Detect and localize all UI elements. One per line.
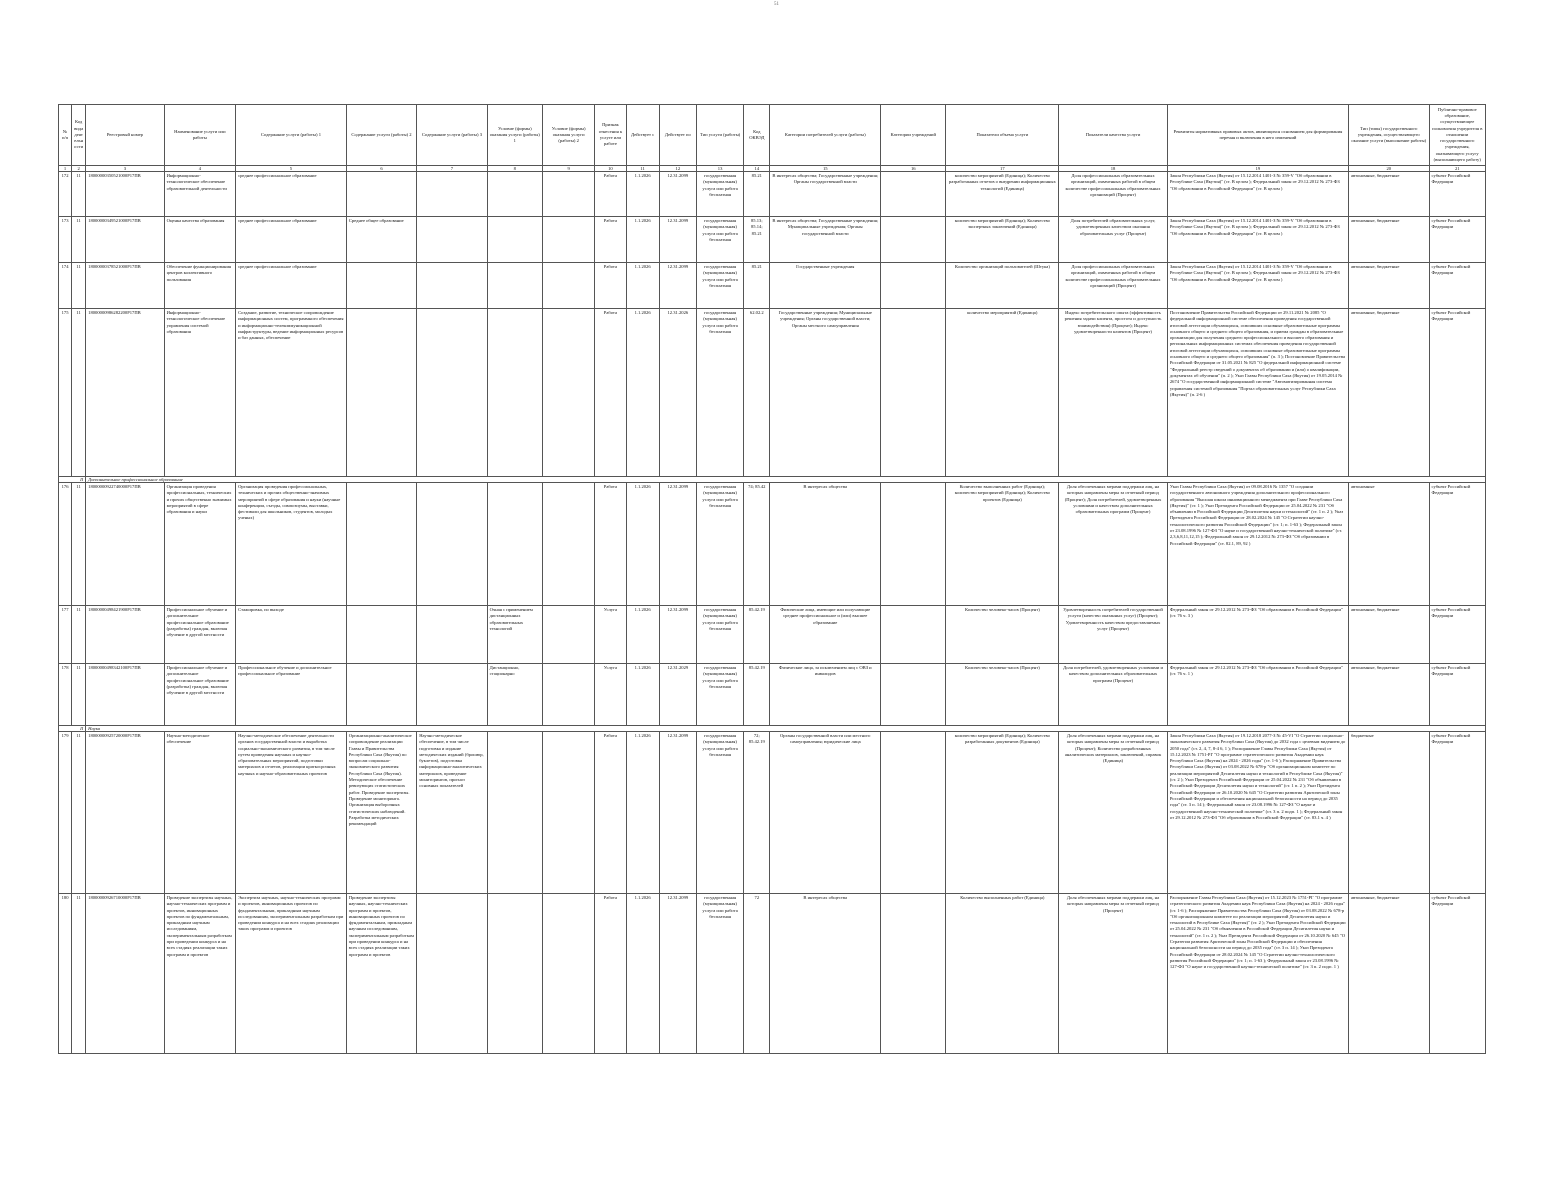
cell-c2 xyxy=(346,483,416,606)
cell-inst xyxy=(881,606,946,664)
cell-acts: Федеральный закон от 29.12.2012 № 273-ФЗ "Об образовании в Российской Федерации" (ст. 76 ч. 3 ) xyxy=(1167,606,1348,664)
cell-c2: Организационно-аналитическое сопровождение реализации Главы и Правительства Республики Саха (Якутия) по вопросам социально-экономического развития Республики Саха (Якутия). Методическое обеспечение ревизующих статистических работ. Проведение экспертизы. Проведение мониторинга. Организация выборочных статистических наблюдений. Разработка методических рекомендаций xyxy=(346,732,416,894)
cell-reg: 18000000925720000Р17ПВ xyxy=(86,732,164,894)
cell-to: 12.31.2099 xyxy=(659,172,696,217)
cell-itype: автономные, бюджетные xyxy=(1349,606,1430,664)
page-number: 51 xyxy=(774,2,779,7)
cell-okved: 85.21 xyxy=(744,172,770,217)
cell-name: Профессиональное обучение и дополнительное профессиональное образование (разработка) граждан, включая обучение в другой местности xyxy=(164,606,235,664)
column-number: 19 xyxy=(1167,166,1348,172)
cell-c3: Научно-методическое обеспечение, в том числе подготовка и издание методических изданий (брошюр, буклетов), подготовка информационно-аналитических материалов, проведение мониторингов, прогноз основных показателей xyxy=(417,732,487,894)
cell-acts: Закон Республики Саха (Якутия) от 19.12.2018 2077-З № 45-VI "О Стратегии социально-экономического развития Республики Саха (Якутия) до 2032 года с целевым видением до 2050 года" (ст. 2, 4, 7, 8-4 6, 1 ); Распоряжение Главы Республики Саха (Якутия) от 15.12.2023 № 1751-РГ "О программе стратегического развития Академии наук Республики Саха (Якутия) на 2024 - 2026 годы" (ст. 1-6 ); Распоряжение Правительства Республики Саха (Якутия) от 03.08.2022 № 678-р "Об организационном комитете по реализации мероприятий Десятилетия науки и технологий в Республике Саха (Якутия)" (ст. 2 ); Указ Президента Российской Федерации от 25.04.2022 № 231 "Об объявлении в Российской Федерации Десятилетия науки и технологий" (ст. 1 п. 2 ); Указ Президента Российской Федерации от 26.10.2020 № 645 "О Стратегии развития Арктической зоны Российской Федерации и обеспечения национальной безопасности на период до 2035 года" (ст. 3 п. 14 ); Федеральный закон от 23.08.1996 № 127-ФЗ "О науке и государственной научно-технической политике" (ст. 3 п. 2 подп. 1 ); Федеральный закон от 29.12.2012 № 273-ФЗ "Об образовании в Российской Федерации" (ст. 83.1 ч. 4 ) xyxy=(1167,732,1348,894)
cell-itype: автономные xyxy=(1349,483,1430,606)
cell-num: 175 xyxy=(59,309,72,477)
table-row xyxy=(59,894,1486,1054)
cell-c2 xyxy=(346,309,416,477)
cell-volume: количество мероприятий (Единица) xyxy=(946,309,1059,477)
cell-c2 xyxy=(346,172,416,217)
cell-acts: Федеральный закон от 29.12.2012 № 273-ФЗ "Об образовании в Российской Федерации" (ст. 76 ч. 1 ) xyxy=(1167,664,1348,726)
cell-type: государственная (муниципальная) услуга или работа бесплатная xyxy=(696,263,743,309)
cell-consumers: В интересах общества xyxy=(770,894,881,1054)
cell-name: Организация проведения профессиональных, технических и прочих общественно значимых мероприятий в сфере образования и науки xyxy=(164,483,235,606)
cell-reg: 18000000498342100Р17ПВ xyxy=(86,664,164,726)
cell-itype: автономные, бюджетные xyxy=(1349,172,1430,217)
cell-f1 xyxy=(487,894,542,1054)
cell-f2 xyxy=(542,263,594,309)
column-number: 4 xyxy=(164,166,235,172)
cell-c2: Среднее общее образование xyxy=(346,217,416,263)
col-header: Тип услуги (работы) xyxy=(696,105,743,166)
cell-reg: 18000000378521000Р17ПВ xyxy=(86,263,164,309)
column-number: 14 xyxy=(744,166,770,172)
cell-f2 xyxy=(542,732,594,894)
cell-c1: Научно-методическое обеспечение деятельности органов государственной власти и выработка социально-экономического развития, в том числе путем проведения научных и научно-образовательных мероприятий, подготовки материалов и отчетов, реализации краткосрочных научных и научно-образовательных проектов xyxy=(236,732,347,894)
cell-num: 180 xyxy=(59,894,72,1054)
cell-to: 12.31.2099 xyxy=(659,606,696,664)
col-header: Условие (формы) оказания услуги (работы) 1 xyxy=(487,105,542,166)
cell-acts: Закон Республики Саха (Якутия) от 15.12.2014 1401-З № 359-V "Об образовании в Республике Саха (Якутия)" (ст. В целом ); Федеральный закон от 29.12.2012 № 273-ФЗ "Об образовании в Российской Федерации" (ст. В целом ) xyxy=(1167,263,1348,309)
column-number: 16 xyxy=(881,166,946,172)
col-header: Код ОКВЭД xyxy=(744,105,770,166)
cell-f2 xyxy=(542,483,594,606)
cell-acts: Указ Главы Республики Саха (Якутия) от 09.08.2016 № 1357 "О создании государственного автономного учреждения дополнительного профессионального образования "Высшая школа инновационного менеджмента при Главе Республики Саха (Якутия)" (ст. 1 ); Указ Президента Российской Федерации от 25.04.2022 № 231 "Об объявлении в Российской Федерации Десятилетия науки и технологий" (ст. 1 п. 2 ); Указ Президента Российской Федерации от 28.02.2024 № 145 "О Стратегии научно-технологического развития Российской Федерации" (ст. 1; п. 1-63 ); Федеральный закон от 23.08.1996 № 127-ФЗ "О науке и государственной научно-технической политике" (ст. 2,3,6,8,11,12,15 ); Федеральный закон от 29.12.2012 № 273-ФЗ "Об образовании в Российской Федерации" (ст. 82.1, 89, 92 ) xyxy=(1167,483,1348,606)
cell-f1 xyxy=(487,263,542,309)
cell-inst xyxy=(881,309,946,477)
table-row xyxy=(59,263,1486,309)
cell-consumers: В интересах общества; Государственные учреждения; Органы государственной власти xyxy=(770,172,881,217)
cell-quality: Доля профессиональных образовательных организаций, охваченных работой в общем количестве профессиональных образовательных организаций (Процент) xyxy=(1059,263,1168,309)
cell-volume: Количество выполненных работ (Единица); количество мероприятий (Единица); Количество проектов (Единица) xyxy=(946,483,1059,606)
cell-volume: Количество человеко-часов (Процент) xyxy=(946,664,1059,726)
column-number: 9 xyxy=(542,166,594,172)
table-row xyxy=(59,606,1486,664)
cell-num: 173 xyxy=(59,217,72,263)
cell-from: 1.1.2026 xyxy=(626,172,659,217)
cell-itype: бюджетные xyxy=(1349,732,1430,894)
cell-num: 172 xyxy=(59,172,72,217)
col-header: Публично-правовое образование, осуществляющее полномочия учредителя в отношении государственного учреждения, оказывающего услугу (выполняющего работу) xyxy=(1429,105,1486,166)
cell-quality: Удовлетворенность потребителей государственной услуги (качество оказанных услуг) (Процент); Удовлетворенность качеством предоставляемых услуг (Процент) xyxy=(1059,606,1168,664)
cell-c1: среднее профессиональное образование xyxy=(236,172,347,217)
cell-from: 1.1.2026 xyxy=(626,894,659,1054)
cell-c1: Профессиональное обучение и дополнительное профессиональное образование xyxy=(236,664,347,726)
col-header: Наименование услуги или работы xyxy=(164,105,235,166)
table-row xyxy=(59,732,1486,894)
cell-type: государственная (муниципальная) услуга или работа бесплатная xyxy=(696,309,743,477)
cell-type: государственная (муниципальная) услуга или работа бесплатная xyxy=(696,894,743,1054)
cell-volume: количество мероприятий (Единица); Количество экспертных заключений (Единица) xyxy=(946,217,1059,263)
cell-from: 1.1.2026 xyxy=(626,217,659,263)
cell-sign: Услуга xyxy=(595,606,626,664)
cell-okved: 85.42.19 xyxy=(744,606,770,664)
cell-c3 xyxy=(417,894,487,1054)
column-number: 12 xyxy=(659,166,696,172)
cell-from: 1.1.2026 xyxy=(626,664,659,726)
cell-owner: субъект Российской Федерации xyxy=(1429,309,1486,477)
cell-owner: субъект Российской Федерации xyxy=(1429,664,1486,726)
cell-from: 1.1.2026 xyxy=(626,263,659,309)
cell-okved: 72 xyxy=(744,894,770,1054)
col-header: Показатели объема услуги xyxy=(946,105,1059,166)
cell-c3 xyxy=(417,606,487,664)
cell-c3 xyxy=(417,483,487,606)
cell-c1: среднее профессиональное образование xyxy=(236,263,347,309)
cell-okved: 85.13; 85.14; 85.21 xyxy=(744,217,770,263)
col-header: Содержание услуги (работы) 1 xyxy=(236,105,347,166)
cell-sign: Работа xyxy=(595,732,626,894)
col-header: Содержание услуги (работы) 3 xyxy=(417,105,487,166)
cell-acts: Постановление Правительства Российской Федерации от 29.11.2021 № 2085 "О федеральной информационной системе обеспечения проведения государственной итоговой аттестации обучающихся, освоивших основные образовательные программы основного общего и среднего общего образования, и приема граждан в образовательные организации для получения среднего профессионального и высшего образования и региональных информационных системах обеспечения проведения государственной итоговой аттестации обучающихся, освоивших основные образовательные программы основного общего и среднего общего образования" (п. 3 ); Постановление Правительства Российской Федерации от 31.05.2021 № 825 "О федеральной информационной системе "Федеральный реестр сведений о документах об образовании и (или) о квалификации, документах об обучении" (п. 2 ); Указ Главы Республики Саха (Якутия) от 19.05.2014 № 2674 "О государственной информационной системе "Автоматизированная система управления системой образования "Портал образовательных услуг Республики Саха (Якутия)" (п. 2-6 ) xyxy=(1167,309,1348,477)
cell-consumers: В интересах общества xyxy=(770,483,881,606)
cell-consumers: Государственные учреждения; Муниципальные учреждения; Органы государственной власти; Органы местного самоуправления xyxy=(770,309,881,477)
cell-okved: 85.42.19 xyxy=(744,664,770,726)
column-number: 8 xyxy=(487,166,542,172)
cell-c2 xyxy=(346,664,416,726)
section-code: II xyxy=(59,477,86,483)
cell-kind: 11 xyxy=(72,309,86,477)
cell-to: 12.31.2099 xyxy=(659,263,696,309)
col-header: Показатели качества услуги xyxy=(1059,105,1168,166)
cell-c2 xyxy=(346,606,416,664)
column-number: 3 xyxy=(86,166,164,172)
table-row xyxy=(59,309,1486,477)
cell-kind: 11 xyxy=(72,732,86,894)
cell-sign: Услуга xyxy=(595,664,626,726)
cell-okved: 74; 85.42 xyxy=(744,483,770,606)
cell-quality: Доля обеспеченных мерами поддержки лиц, на которых направлены меры за отчетный период (Процент); Количество разработанных аналитических материалов, заключений, справок (Единица) xyxy=(1059,732,1168,894)
cell-c3 xyxy=(417,664,487,726)
column-number: 1 xyxy=(59,166,72,172)
column-number: 11 xyxy=(626,166,659,172)
cell-kind: 11 xyxy=(72,606,86,664)
cell-quality: Доля обеспеченных мерами поддержки лиц, на которых направлены меры за отчетный период (Процент) xyxy=(1059,894,1168,1054)
cell-inst xyxy=(881,483,946,606)
cell-c2: Проведение экспертизы научных, научно-технических программ и проектов, инновационных проектов по фундаментальным, прикладным научным исследованиям, экспериментальным разработкам при проведении конкурса и на всех стадиях реализации таких программ и проектов xyxy=(346,894,416,1054)
col-header: Тип (типы) государственного учреждения, осуществляющего оказание услуги (выполнение работы) xyxy=(1349,105,1430,166)
cell-c2 xyxy=(346,263,416,309)
cell-type: государственная (муниципальная) услуга или работа бесплатная xyxy=(696,664,743,726)
cell-consumers: Государственные учреждения xyxy=(770,263,881,309)
cell-to: 12.31.2099 xyxy=(659,732,696,894)
cell-sign: Работа xyxy=(595,309,626,477)
column-number: 13 xyxy=(696,166,743,172)
cell-f1: Дистанционно, стационарно xyxy=(487,664,542,726)
col-header: № п/п xyxy=(59,105,72,166)
table-body xyxy=(59,172,1486,1054)
cell-volume: количество мероприятий (Единица); Количество разработанных документов (Единица) xyxy=(946,732,1059,894)
cell-c1: Организация проведения профессиональных, технических и прочих общественно-значимых мероприятий в сфере образования и науки (научные конференции, съезды, симпозиумы, выставки, фестивали для школьников, студентов, молодых ученых) xyxy=(236,483,347,606)
cell-num: 176 xyxy=(59,483,72,606)
cell-volume: Количество выполненных работ (Единица) xyxy=(946,894,1059,1054)
cell-sign: Работа xyxy=(595,263,626,309)
cell-volume: Количество человеко-часов (Процент) xyxy=(946,606,1059,664)
cell-name: Информационно-технологическое обеспечение образовательной деятельности xyxy=(164,172,235,217)
cell-reg: 18000000926710000Р17ПВ xyxy=(86,894,164,1054)
column-number: 6 xyxy=(346,166,416,172)
cell-num: 179 xyxy=(59,732,72,894)
cell-name: Научно-методическое обеспечение xyxy=(164,732,235,894)
cell-owner: субъект Российской Федерации xyxy=(1429,263,1486,309)
section-title: Дополнительное профессиональное образование xyxy=(86,477,1486,483)
cell-f1 xyxy=(487,172,542,217)
cell-f2 xyxy=(542,894,594,1054)
cell-num: 177 xyxy=(59,606,72,664)
col-header: Действует по xyxy=(659,105,696,166)
column-number: 2 xyxy=(72,166,86,172)
col-header: Код вида деятельности xyxy=(72,105,86,166)
column-number: 5 xyxy=(236,166,347,172)
cell-itype: автономные, бюджетные xyxy=(1349,894,1430,1054)
cell-owner: субъект Российской Федерации xyxy=(1429,172,1486,217)
col-header: Условие (формы) оказания услуги (работы) 2 xyxy=(542,105,594,166)
cell-name: Обеспечение функционирования центров коллективного пользования xyxy=(164,263,235,309)
cell-inst xyxy=(881,664,946,726)
cell-consumers: Физические лица, за исключением лиц с ОВЗ и инвалидов xyxy=(770,664,881,726)
cell-from: 1.1.2026 xyxy=(626,606,659,664)
cell-f2 xyxy=(542,606,594,664)
cell-f1 xyxy=(487,217,542,263)
cell-to: 12.31.2099 xyxy=(659,894,696,1054)
cell-name: Информационно-технологическое обеспечение управления системой образования xyxy=(164,309,235,477)
cell-reg: 18000000922740000Р17ПВ xyxy=(86,483,164,606)
cell-quality: Доля потребителей, удовлетворенных условиями и качеством дополнительных образовательных программ (Процент) xyxy=(1059,664,1168,726)
cell-from: 1.1.2026 xyxy=(626,732,659,894)
cell-c1: Экспертиза научных, научно-технических программ и проектов, инновационных проектов по фундаментальным, прикладным научным исследованиям, экспериментальным разработкам при проведении конкурса и на всех стадиях реализации таких программ и проектов xyxy=(236,894,347,1054)
cell-acts: Закон Республики Саха (Якутия) от 15.12.2014 1401-З № 359-V "Об образовании в Республике Саха (Якутия)" (ст. В целом ); Федеральный закон от 29.12.2012 № 273-ФЗ "Об образовании в Российской Федерации" (ст. В целом ) xyxy=(1167,217,1348,263)
cell-sign: Работа xyxy=(595,894,626,1054)
cell-consumers: Физические лица, имеющие или получающие среднее профессиональное и (или) высшее образование xyxy=(770,606,881,664)
cell-to: 12.31.2099 xyxy=(659,217,696,263)
column-number: 10 xyxy=(595,166,626,172)
cell-quality: Доля обеспеченных мерами поддержки лиц, на которых направлены меры за отчетный период (Процент); Доля потребителей, удовлетворенных условиями и качеством дополнительных образовательных программ (Процент) xyxy=(1059,483,1168,606)
table-row xyxy=(59,172,1486,217)
cell-volume: количество мероприятий (Единица); Количество разработанных отчетов о внедрении информационных технологий (Единица) xyxy=(946,172,1059,217)
cell-kind: 11 xyxy=(72,894,86,1054)
cell-sign: Работа xyxy=(595,217,626,263)
table-row xyxy=(59,217,1486,263)
cell-f1: Очная с применением дистанционных образовательных технологий xyxy=(487,606,542,664)
cell-owner: субъект Российской Федерации xyxy=(1429,483,1486,606)
cell-reg: 18000000498421900Р17ПВ xyxy=(86,606,164,664)
cell-owner: субъект Российской Федерации xyxy=(1429,894,1486,1054)
cell-type: государственная (муниципальная) услуга или работа бесплатная xyxy=(696,732,743,894)
header-row xyxy=(59,105,1486,166)
cell-owner: субъект Российской Федерации xyxy=(1429,732,1486,894)
cell-f1 xyxy=(487,309,542,477)
table-row xyxy=(59,664,1486,726)
cell-quality: Доля профессиональных образовательных организаций, охваченных работой в общем количестве профессиональных образовательных организаций (Процент) xyxy=(1059,172,1168,217)
cell-okved: 85.21 xyxy=(744,263,770,309)
column-number: 7 xyxy=(417,166,487,172)
cell-c3 xyxy=(417,263,487,309)
column-number: 18 xyxy=(1059,166,1168,172)
cell-okved: 62.02.2 xyxy=(744,309,770,477)
cell-kind: 11 xyxy=(72,217,86,263)
column-number: 15 xyxy=(770,166,881,172)
cell-from: 1.1.2026 xyxy=(626,483,659,606)
cell-itype: автономные, бюджетные xyxy=(1349,664,1430,726)
column-number: 20 xyxy=(1349,166,1430,172)
cell-owner: субъект Российской Федерации xyxy=(1429,217,1486,263)
col-header: Реестровый номер xyxy=(86,105,164,166)
cell-kind: 11 xyxy=(72,263,86,309)
cell-itype: автономные, бюджетные xyxy=(1349,263,1430,309)
col-header: Категории учреждений xyxy=(881,105,946,166)
services-registry-table xyxy=(58,104,1486,1054)
cell-to: 12.31.2099 xyxy=(659,483,696,606)
cell-f1 xyxy=(487,483,542,606)
column-number: 21 xyxy=(1429,166,1486,172)
cell-f1 xyxy=(487,732,542,894)
cell-volume: Количество организаций пользователей (Штука) xyxy=(946,263,1059,309)
cell-itype: автономные, бюджетные xyxy=(1349,309,1430,477)
col-header: Категории потребителей услуги (работы) xyxy=(770,105,881,166)
cell-inst xyxy=(881,217,946,263)
cell-c3 xyxy=(417,217,487,263)
cell-c3 xyxy=(417,309,487,477)
cell-sign: Работа xyxy=(595,172,626,217)
cell-reg: 18000000986282200Р17ПВ xyxy=(86,309,164,477)
cell-consumers: В интересах общества; Государственные учреждения; Муниципальные учреждения; Органы государственной власти xyxy=(770,217,881,263)
cell-f2 xyxy=(542,309,594,477)
cell-type: государственная (муниципальная) услуга или работа бесплатная xyxy=(696,217,743,263)
cell-c1: среднее профессиональное образование xyxy=(236,217,347,263)
cell-okved: 72; 85.42.19 xyxy=(744,732,770,894)
cell-c1: Стажировка, по выходе xyxy=(236,606,347,664)
cell-inst xyxy=(881,263,946,309)
cell-num: 174 xyxy=(59,263,72,309)
cell-inst xyxy=(881,894,946,1054)
section-code: II xyxy=(59,726,86,732)
cell-sign: Работа xyxy=(595,483,626,606)
cell-from: 1.1.2026 xyxy=(626,309,659,477)
cell-kind: 11 xyxy=(72,483,86,606)
section-title: Наука xyxy=(86,726,1486,732)
col-header: Реквизиты нормативных правовых актов, являющихся основанием для формирования перечня и включения в него изменений xyxy=(1167,105,1348,166)
cell-name: Профессиональное обучение и дополнительное профессиональное образование (разработка) граждан, включая обучение в другой местности xyxy=(164,664,235,726)
cell-f2 xyxy=(542,217,594,263)
cell-f2 xyxy=(542,664,594,726)
cell-type: государственная (муниципальная) услуга или работа бесплатная xyxy=(696,606,743,664)
cell-f2 xyxy=(542,172,594,217)
cell-quality: Индекс потребительского опыта (эффективность решения задачи клиента, простота и доступность взаимодействия) (Процент); Индекс удовлетворенности клиентов (Процент) xyxy=(1059,309,1168,477)
cell-consumers: Органы государственной власти или местного самоуправления; юридические лица xyxy=(770,732,881,894)
cell-inst xyxy=(881,732,946,894)
cell-name: Проведение экспертизы научных, научно-технических программ и проектов, инновационных проектов по фундаментальным, прикладным научным исследованиям, экспериментальным разработкам при проведении конкурса и на всех стадиях реализации таких программ и проектов xyxy=(164,894,235,1054)
cell-type: государственная (муниципальная) услуга или работа бесплатная xyxy=(696,172,743,217)
cell-name: Оценка качества образования xyxy=(164,217,235,263)
cell-c1: Создание, развитие, техническое сопровождение информационных систем, программного обеспечения и информационно-телекоммуникационной инфраструктуры, ведение информационных ресурсов и баз данных, обеспечение xyxy=(236,309,347,477)
cell-type: государственная (муниципальная) услуга или работа бесплатная xyxy=(696,483,743,606)
cell-kind: 11 xyxy=(72,664,86,726)
cell-num: 178 xyxy=(59,664,72,726)
cell-quality: Доля потребителей образовательных услуг, удовлетворенных качеством оказания образовательных услуг (Процент) xyxy=(1059,217,1168,263)
cell-itype: автономные, бюджетные xyxy=(1349,217,1430,263)
cell-acts: Закон Республики Саха (Якутия) от 15.12.2014 1401-З № 359-V "Об образовании в Республике Саха (Якутия)" (ст. В целом ); Федеральный закон от 29.12.2012 № 273-ФЗ "Об образовании в Российской Федерации" (ст. В целом ) xyxy=(1167,172,1348,217)
cell-reg: 18000000350521000Р17ПВ xyxy=(86,172,164,217)
col-header: Признак отнесения к услуге или работе xyxy=(595,105,626,166)
col-header: Действует с xyxy=(626,105,659,166)
column-number: 17 xyxy=(946,166,1059,172)
cell-kind: 11 xyxy=(72,172,86,217)
col-header: Содержание услуги (работы) 2 xyxy=(346,105,416,166)
cell-reg: 18000000349521000Р17ПВ xyxy=(86,217,164,263)
cell-acts: Распоряжение Главы Республики Саха (Якутия) от 15.12.2023 № 1751-РГ "О программе стратегического развития Академии наук Республики Саха (Якутия) на 2024 - 2026 годы" (ст. 1-6 ); Распоряжение Правительства Республики Саха (Якутия) от 03.08.2022 № 678-р "Об организационном комитете по реализации мероприятий Десятилетия науки и технологий в Республике Саха (Якутия)" (ст. 2 ); Указ Президента Российской Федерации от 25.04.2022 № 231 "Об объявлении в Российской Федерации Десятилетия науки и технологий" (ст. 1 п. 2 ); Указ Президента Российской Федерации от 26.10.2020 № 645 "О Стратегии развития Арктической зоны Российской Федерации и обеспечения национальной безопасности на период до 2035 года" (ст. 3 п. 14 ); Указ Президента Российской Федерации от 28.02.2024 № 145 "О Стратегии научно-технологического развития Российской Федерации" (ст. 1; п. 1-63 ); Федеральный закон от 23.08.1996 № 127-ФЗ "О науке и государственной научно-технической политике" (ст. 3 п. 2 подп. 1 ) xyxy=(1167,894,1348,1054)
table-row xyxy=(59,483,1486,606)
cell-c3 xyxy=(417,172,487,217)
cell-to: 12.31.2029 xyxy=(659,664,696,726)
cell-owner: субъект Российской Федерации xyxy=(1429,606,1486,664)
cell-inst xyxy=(881,172,946,217)
cell-to: 12.31.2026 xyxy=(659,309,696,477)
